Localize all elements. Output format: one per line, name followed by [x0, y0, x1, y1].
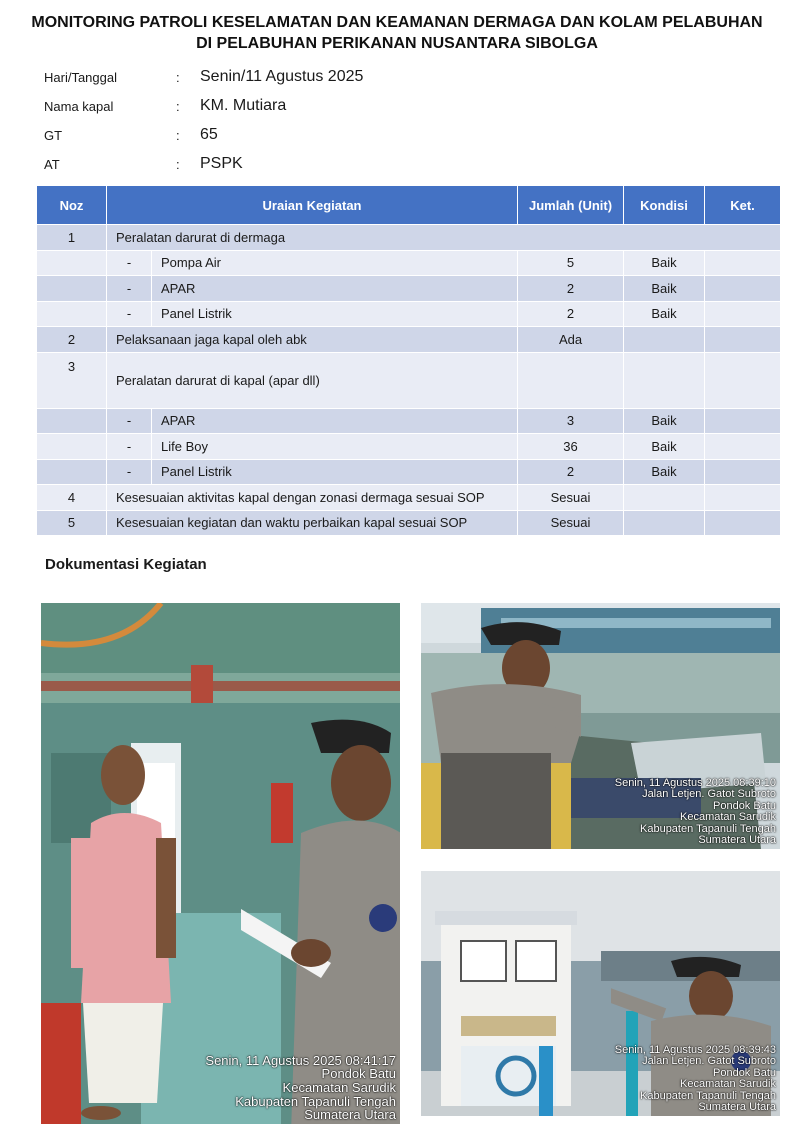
table-row: [37, 250, 781, 276]
cell-kondisi: [624, 352, 705, 408]
stamp-line: Kabupaten Tapanuli Tengah: [640, 822, 776, 835]
cell-dash: -: [107, 434, 152, 460]
table-row: [37, 485, 781, 511]
cell-ket: [705, 485, 781, 511]
info-colon: :: [176, 99, 180, 114]
cell-jumlah: 3: [518, 408, 624, 434]
documentation-heading: Dokumentasi Kegiatan: [45, 556, 207, 573]
cell-no: [37, 301, 107, 327]
info-row-at: [44, 153, 544, 182]
cell-kondisi: Baik: [624, 434, 705, 460]
stamp-line: Pondok Batu: [713, 1066, 776, 1079]
cell-kondisi: Baik: [624, 276, 705, 302]
info-colon: :: [176, 70, 180, 85]
photo-timestamp: [205, 1054, 396, 1122]
activity-table: [36, 185, 781, 536]
cell-no: 1: [37, 225, 107, 251]
cell-jumlah: 5: [518, 250, 624, 276]
photo-harbor-inspection: [421, 603, 780, 849]
table-row: [37, 510, 781, 536]
cell-no: 5: [37, 510, 107, 536]
cell-no: [37, 408, 107, 434]
cell-jumlah: Sesuai: [518, 510, 624, 536]
info-value: 65: [200, 126, 218, 143]
info-label: Hari/Tanggal: [44, 70, 117, 85]
stamp-line: Senin, 11 Agustus 2025 08:41:17: [205, 1052, 396, 1068]
table-row: [37, 327, 781, 353]
stamp-line: Sumatera Utara: [698, 1101, 776, 1114]
cell-no: [37, 250, 107, 276]
cell-jumlah: Sesuai: [518, 485, 624, 511]
table-row: [37, 301, 781, 327]
cell-item: Pompa Air: [152, 250, 518, 276]
cell-dash: -: [107, 276, 152, 302]
cell-ket: [705, 510, 781, 536]
stamp-line: Pondok Batu: [713, 799, 776, 812]
cell-no: [37, 459, 107, 485]
cell-dash: -: [107, 250, 152, 276]
header-jumlah: Jumlah (Unit): [518, 186, 624, 225]
cell-jumlah: Ada: [518, 327, 624, 353]
info-label: Nama kapal: [44, 99, 114, 114]
stamp-line: Senin, 11 Agustus 2025 08:39:43: [614, 1043, 776, 1056]
stamp-line: Pondok Batu: [321, 1066, 396, 1082]
stamp-line: Jalan Letjen. Gatot Subroto: [642, 788, 776, 801]
info-label: AT: [44, 157, 60, 172]
cell-ket: [705, 276, 781, 302]
officer-figure: [421, 603, 581, 849]
table-row: [37, 352, 781, 408]
header-uraian: Uraian Kegiatan: [107, 186, 518, 225]
cell-ket: [705, 434, 781, 460]
cell-desc: Kesesuaian kegiatan dan waktu perbaikan kapal sesuai SOP: [107, 510, 518, 536]
info-label: GT: [44, 128, 63, 143]
stamp-line: Jalan Letjen. Gatot Subroto: [642, 1055, 776, 1068]
stamp-line: Kecamatan Sarudik: [680, 1078, 776, 1091]
photo-panel-inspection: [421, 871, 780, 1116]
cell-desc: Pelaksanaan jaga kapal oleh abk: [107, 327, 518, 353]
header-ket: Ket.: [705, 186, 781, 225]
cell-ket: [705, 459, 781, 485]
title-line-2: DI PELABUHAN PERIKANAN NUSANTARA SIBOLGA: [196, 35, 598, 52]
info-row-gt: [44, 124, 544, 153]
header-kondisi: Kondisi: [624, 186, 705, 225]
cell-kondisi: [624, 510, 705, 536]
info-colon: :: [176, 157, 180, 172]
cell-no: [37, 434, 107, 460]
cell-dash: -: [107, 301, 152, 327]
photo-timestamp: [615, 1045, 776, 1114]
cell-jumlah: 36: [518, 434, 624, 460]
stamp-line: Kabupaten Tapanuli Tengah: [235, 1093, 396, 1109]
cell-kondisi: Baik: [624, 408, 705, 434]
cell-kondisi: Baik: [624, 301, 705, 327]
cell-jumlah: 2: [518, 276, 624, 302]
crew-member-figure: [61, 743, 181, 1123]
info-colon: :: [176, 128, 180, 143]
document-title: [0, 12, 794, 54]
cell-no: 4: [37, 485, 107, 511]
cell-ket: [705, 301, 781, 327]
cell-jumlah: [518, 352, 624, 408]
stamp-line: Sumatera Utara: [698, 834, 776, 847]
cell-jumlah: 2: [518, 459, 624, 485]
cell-ket: [705, 327, 781, 353]
info-row-ship: [44, 95, 544, 124]
cell-item: Panel Listrik: [152, 301, 518, 327]
cell-ket: [705, 408, 781, 434]
table-header-row: [37, 186, 781, 225]
table-row: [37, 225, 781, 251]
photo-cabin-inspection: [41, 603, 400, 1124]
title-line-1: MONITORING PATROLI KESELAMATAN DAN KEAMANAN DERMAGA DAN KOLAM PELABUHAN: [31, 14, 763, 31]
cell-kondisi: [624, 485, 705, 511]
cell-item: Life Boy: [152, 434, 518, 460]
table-row: [37, 459, 781, 485]
photo-timestamp: [615, 778, 776, 847]
info-value: KM. Mutiara: [200, 97, 287, 114]
table-row: [37, 434, 781, 460]
stamp-line: Kabupaten Tapanuli Tengah: [640, 1089, 776, 1102]
cell-no: [37, 276, 107, 302]
cell-item: Panel Listrik: [152, 459, 518, 485]
cell-desc: Peralatan darurat di dermaga: [107, 225, 781, 251]
cell-desc: Peralatan darurat di kapal (apar dll): [107, 352, 518, 408]
cell-ket: [705, 352, 781, 408]
info-value: Senin/11 Agustus 2025: [200, 68, 364, 85]
header-no: Noz: [37, 186, 107, 225]
cell-item: APAR: [152, 408, 518, 434]
cell-kondisi: Baik: [624, 459, 705, 485]
cell-no: 2: [37, 327, 107, 353]
info-block: [44, 66, 544, 182]
cell-no: 3: [37, 352, 107, 408]
table-row: [37, 408, 781, 434]
cell-dash: -: [107, 408, 152, 434]
stamp-line: Kecamatan Sarudik: [282, 1080, 396, 1096]
cell-desc: Kesesuaian aktivitas kapal dengan zonasi dermaga sesuai SOP: [107, 485, 518, 511]
cell-kondisi: Baik: [624, 250, 705, 276]
cell-kondisi: [624, 327, 705, 353]
stamp-line: Kecamatan Sarudik: [680, 811, 776, 824]
cell-jumlah: 2: [518, 301, 624, 327]
cell-item: APAR: [152, 276, 518, 302]
stamp-line: Sumatera Utara: [304, 1107, 396, 1123]
table-row: [37, 276, 781, 302]
cell-dash: -: [107, 459, 152, 485]
info-row-date: [44, 66, 544, 95]
cell-ket: [705, 250, 781, 276]
info-value: PSPK: [200, 155, 243, 172]
stamp-line: Senin, 11 Agustus 2025 08:39:10: [614, 776, 776, 789]
